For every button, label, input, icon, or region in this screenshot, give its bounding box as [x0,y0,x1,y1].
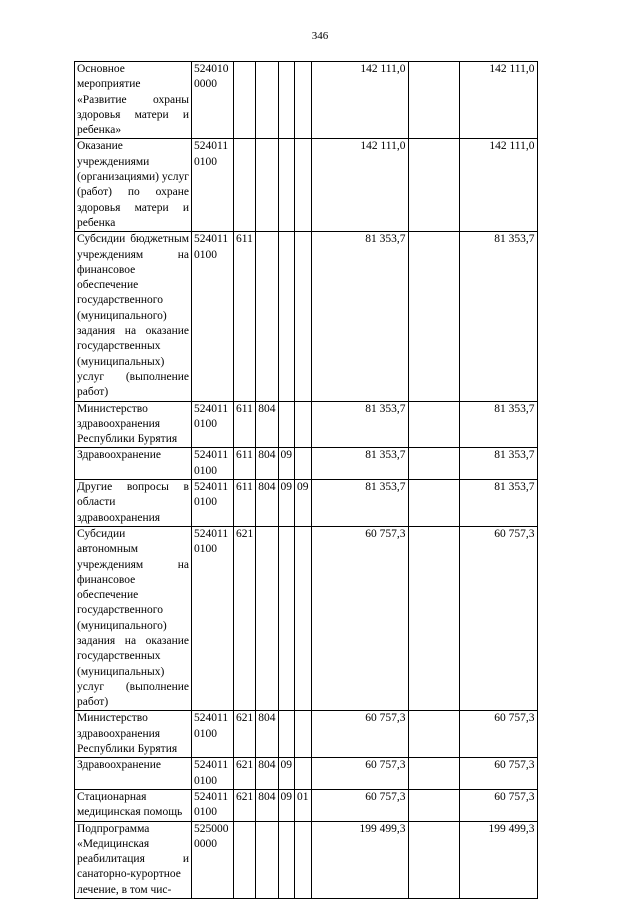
code-part: 524011 [194,527,229,540]
section-code [278,139,295,232]
amount: 60 757,3 [311,711,408,758]
amount-total: 81 353,7 [459,401,537,448]
target-code [192,526,234,711]
amount: 60 757,3 [311,758,408,790]
subsection-code [295,232,312,401]
code-part: 0100 [194,806,217,819]
target-code [192,139,234,232]
amount-total: 81 353,7 [459,448,537,480]
subsection-code [295,448,312,480]
empty-cell [408,821,459,898]
amount-total: 60 757,3 [459,789,537,821]
subsection-code [295,711,312,758]
expense-type: 611 [234,232,256,401]
section-code [278,62,295,139]
empty-cell [408,62,459,139]
row-name: Подпрограмма «Медицинская реабилитация и санаторно-курортное лечение, в том чис- [75,821,192,898]
table-row [75,711,538,758]
code-part: 524011 [194,712,229,725]
amount-total: 199 499,3 [459,821,537,898]
expense-type: 621 [234,758,256,790]
row-name: Здравоохранение [75,758,192,790]
table-row [75,139,538,232]
empty-cell [408,758,459,790]
ministry-code [256,232,278,401]
section-code [278,401,295,448]
code-part: 524011 [194,233,229,246]
subsection-code [295,526,312,711]
expense-type: 621 [234,711,256,758]
code-part: 0000 [194,837,217,850]
target-code [192,448,234,480]
amount-total: 60 757,3 [459,711,537,758]
ministry-code: 804 [256,789,278,821]
row-name: Министерство здравоохранения Республики Бурятия [75,401,192,448]
expense-type [234,821,256,898]
row-name: Здравоохранение [75,448,192,480]
code-part: 0100 [194,774,217,787]
amount: 60 757,3 [311,526,408,711]
empty-cell [408,526,459,711]
code-part: 0100 [194,155,217,168]
ministry-code: 804 [256,448,278,480]
code-part: 524011 [194,790,229,803]
section-code [278,526,295,711]
table-row [75,448,538,480]
amount: 60 757,3 [311,789,408,821]
ministry-code [256,821,278,898]
table-row [75,526,538,711]
code-part: 524011 [194,140,229,153]
empty-cell [408,448,459,480]
ministry-code [256,526,278,711]
empty-cell [408,711,459,758]
amount: 142 111,0 [311,139,408,232]
subsection-code [295,62,312,139]
amount-total: 81 353,7 [459,480,537,527]
amount-total: 142 111,0 [459,139,537,232]
code-part: 525000 [194,822,229,835]
amount: 81 353,7 [311,448,408,480]
amount-total: 81 353,7 [459,232,537,401]
row-name: Субсидии автономным учреждениям на финансовое обеспечение государственного (муниципального) задания на оказание государственных (муниципальных) услуг (выполнение работ) [75,526,192,711]
target-code [192,232,234,401]
section-code: 09 [278,758,295,790]
target-code [192,821,234,898]
expense-type [234,139,256,232]
subsection-code [295,821,312,898]
row-name: Основное мероприятие «Развитие охраны здоровья матери и ребенка» [75,62,192,139]
section-code: 09 [278,448,295,480]
amount: 199 499,3 [311,821,408,898]
amount-total: 60 757,3 [459,526,537,711]
target-code [192,758,234,790]
row-name: Субсидии бюджетным учреждениям на финансовое обеспечение государственного (муниципального) задания на оказание государственных (муниципальных) услуг (выполнение работ) [75,232,192,401]
target-code [192,789,234,821]
code-part: 0100 [194,248,217,261]
expense-type [234,62,256,139]
code-part: 524011 [194,449,229,462]
expense-type: 621 [234,526,256,711]
code-part: 0100 [194,543,217,556]
empty-cell [408,480,459,527]
code-part: 524010 [194,63,229,75]
subsection-code: 09 [295,480,312,527]
code-part: 0100 [194,464,217,477]
ministry-code: 804 [256,711,278,758]
page-number: 346 [311,30,329,42]
code-part: 524011 [194,759,229,772]
target-code [192,480,234,527]
expense-type: 611 [234,448,256,480]
row-name: Другие вопросы в области здравоохранения [75,480,192,527]
target-code [192,62,234,139]
amount: 81 353,7 [311,480,408,527]
amount: 81 353,7 [311,401,408,448]
subsection-code: 01 [295,789,312,821]
table-row [75,62,538,139]
table-row [75,821,538,898]
expense-type: 611 [234,480,256,527]
row-name: Стационарная медицинская помощь [75,789,192,821]
expense-type: 611 [234,401,256,448]
code-part: 0100 [194,727,217,740]
code-part: 524011 [194,402,229,415]
row-name: Министерство здравоохранения Республики Бурятия [75,711,192,758]
subsection-code [295,758,312,790]
section-code [278,232,295,401]
ministry-code [256,139,278,232]
code-part: 0000 [194,78,217,91]
section-code [278,821,295,898]
ministry-code: 804 [256,480,278,527]
code-part: 524011 [194,481,229,494]
empty-cell [408,139,459,232]
empty-cell [408,232,459,401]
section-code: 09 [278,480,295,527]
empty-cell [408,401,459,448]
table-row [75,758,538,790]
budget-table [74,61,538,899]
amount-total: 142 111,0 [459,62,537,139]
ministry-code: 804 [256,401,278,448]
table-row [75,232,538,401]
amount: 142 111,0 [311,62,408,139]
empty-cell [408,789,459,821]
table-row [75,401,538,448]
ministry-code [256,62,278,139]
section-code: 09 [278,789,295,821]
code-part: 0100 [194,496,217,509]
table-row [75,480,538,527]
target-code [192,711,234,758]
row-name: Оказание учреждениями (организациями) услуг (работ) по охране здоровья матери и ребенка [75,139,192,232]
subsection-code [295,401,312,448]
ministry-code: 804 [256,758,278,790]
amount-total: 60 757,3 [459,758,537,790]
code-part: 0100 [194,417,217,430]
subsection-code [295,139,312,232]
section-code [278,711,295,758]
expense-type: 621 [234,789,256,821]
target-code [192,401,234,448]
table-row [75,789,538,821]
amount: 81 353,7 [311,232,408,401]
